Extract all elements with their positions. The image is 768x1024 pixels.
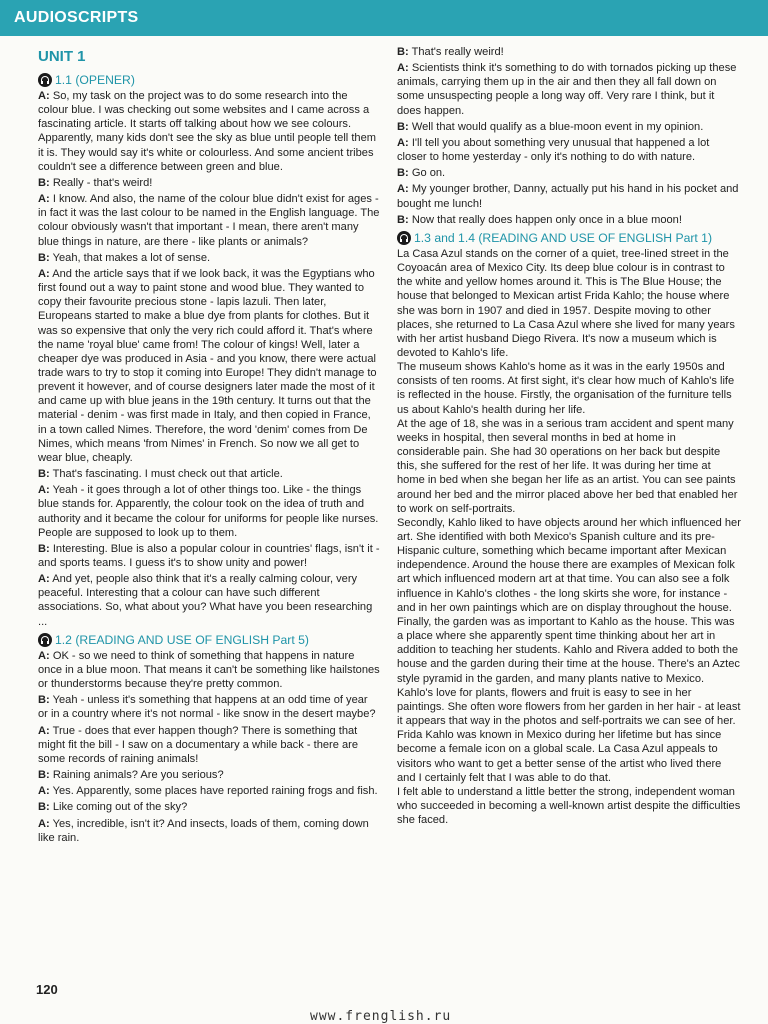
line-text: Interesting. Blue is also a popular colour in countries' flags, isn't it - and sports teams. I guess it's to show unity and power!	[38, 542, 380, 569]
line-text: Scientists think it's something to do with tornados picking up these animals, carrying them up in the air and then they all fall down on some unsuspecting people a long way off. Very rare I think, but it does happen.	[397, 62, 737, 117]
speaker-label: A:	[38, 267, 50, 280]
section-title: 1.1 (OPENER)	[55, 73, 135, 87]
paragraph: At the age of 18, she was in a serious tram accident and spent many weeks in hospital, then several months in bed at home in considerable pain. She had 30 operations on her back but despite this, she suffered for the rest of her life. It was during her time at home in bed when she began her life as an artist. You can see paints around her bed and the mirror placed above her bed that enabled her to work on self-portraits.	[397, 417, 738, 515]
dialogue-line	[397, 45, 741, 59]
speaker-label: A:	[397, 136, 409, 149]
speaker-label: B:	[397, 213, 409, 226]
dialogue-line	[38, 192, 380, 249]
dialogue-1-2-continued	[397, 45, 741, 227]
dialogue-line	[397, 61, 741, 118]
line-text: I know. And also, the name of the colour blue didn't exist for ages - in fact it was the last colour to be named in the English language. The colour obviously wasn't that important - I mean, there aren't many blue things in nature, are there - like plants or animals?	[38, 193, 380, 248]
speaker-label: B:	[38, 542, 50, 555]
left-column	[38, 44, 380, 847]
audio-icon	[38, 73, 52, 87]
audio-icon	[38, 633, 52, 647]
right-column	[397, 45, 741, 827]
line-text: Now that really does happen only once in a blue moon!	[411, 213, 682, 226]
dialogue-line	[38, 483, 380, 540]
dialogue-line	[397, 136, 741, 164]
dialogue-line	[397, 166, 741, 180]
section-title: 1.3 and 1.4 (READING AND USE OF ENGLISH Part 1)	[414, 230, 713, 245]
dialogue-line	[38, 649, 380, 691]
dialogue-line	[38, 89, 380, 174]
speaker-label: A:	[38, 724, 50, 737]
speaker-label: B:	[397, 46, 409, 58]
speaker-label: B:	[38, 468, 50, 481]
speaker-label: A:	[397, 62, 409, 75]
text-1-3	[397, 247, 741, 827]
paragraph: Secondly, Kahlo liked to have objects around her which influenced her art. She identified with both Mexico's Spanish culture and its pre-Hispanic culture, something which became important after Mexican independence. Around the house there are examples of Mexican folk art which influenced modern art at that time. You can also see a folk influence in Kahlo's clothes - the long skirts she wore, for instance - and in her own paintings which are on display throughout the house.	[397, 516, 741, 614]
dialogue-line	[38, 724, 380, 766]
speaker-label: A:	[38, 817, 50, 830]
line-text: So, my task on the project was to do some research into the colour blue. I was checking out some websites and I came across a fascinating article. It starts off talking about how we see colours. Apparently, many kids don't see the sky as blue until people tell them it is. They would say it's white or colourless. And some ancient tribes couldn't see a difference between green and blue.	[38, 90, 376, 173]
speaker-label: B:	[38, 801, 50, 814]
speaker-label: A:	[38, 649, 50, 662]
line-text: Yeah - it goes through a lot of other things too. Like - the things blue stands for. Apparently, the colour took on the idea of truth and authority and it became the colour for uniforms for people like nurses. People are supposed to look up to them.	[38, 484, 379, 539]
line-text: Raining animals? Are you serious?	[52, 769, 224, 782]
line-text: Yes, incredible, isn't it? And insects, loads of them, coming down like rain.	[38, 817, 369, 844]
speaker-label: A:	[38, 785, 50, 798]
line-text: Well that would qualify as a blue-moon event in my opinion.	[411, 120, 704, 133]
dialogue-line	[38, 467, 380, 481]
speaker-label: A:	[38, 193, 50, 206]
line-text: And the article says that if we look back, it was the Egyptians who first found out a way to paint stone and wood blue. They wanted to copy their favourite precious stone - lapis lazuli. Then later, Europeans started to make a blue dye from plants for clothes. But it was so expensive that only the very rich could afford it. That's where the name 'royal blue' came from! The colour of kings! Well, later a cheaper dye was produced in Asia - and you know, there were actual trade wars to try to stop it coming into Europe! They didn't manage to prevent it however, and of course designers later made the most of it and came up with blue jeans in the 19th century. It turns out that the material - denim - was first made in Italy, and then copied in France, in a town called Nimes. Therefore, the word 'denim' comes from De Nimes, which means 'from Nimes' in French. So now we all get to wear blue, cheaply.	[38, 267, 377, 464]
unit-title: UNIT 1	[38, 48, 86, 65]
paragraph: Frida Kahlo was known in Mexico during her lifetime but has since become a female icon on a global scale. La Casa Azul appeals to visitors who want to get a better sense of the artist who lived there and I certainly felt that I was able to do that.	[397, 729, 722, 784]
speaker-label: A:	[38, 573, 50, 586]
dialogue-line	[397, 182, 741, 210]
dialogue-line	[38, 176, 380, 190]
dialogue-line	[38, 693, 380, 721]
line-text: OK - so we need to think of something that happens in nature once in a blue moon. That means it can't be something like hailstones or thunderstorms because they're pretty common.	[38, 649, 380, 691]
line-text: Like coming out of the sky?	[52, 801, 188, 814]
speaker-label: A:	[38, 90, 50, 102]
dialogue-line	[397, 120, 741, 134]
speaker-label: B:	[38, 769, 50, 782]
section-heading-1-2	[38, 632, 380, 648]
speaker-label: A:	[397, 183, 409, 196]
dialogue-line	[397, 213, 741, 227]
dialogue-line	[38, 542, 380, 570]
line-text: My younger brother, Danny, actually put his hand in his pocket and bought me lunch!	[397, 183, 739, 210]
paragraph: The museum shows Kahlo's home as it was in the early 1950s and consists of ten rooms. At first sight, it's clear how much of Kahlo's life is reflected in the house. Firstly, the organisation of the furniture tells us about Kahlo's health during her life.	[397, 361, 735, 416]
line-text: That's fascinating. I must check out that article.	[52, 468, 283, 481]
dialogue-line	[38, 784, 380, 798]
line-text: True - does that ever happen though? There is something that might fit the bill - I saw on a documentary a while back - there are some records of raining animals!	[38, 724, 359, 765]
line-text: I'll tell you about something very unusual that happened a lot closer to home yesterday - only it's nothing to do with nature.	[397, 136, 710, 164]
audio-icon	[397, 231, 411, 245]
speaker-label: B:	[397, 167, 409, 180]
paragraph: La Casa Azul stands on the corner of a quiet, tree-lined street in the Coyoacán area of Mexico City. Its deep blue colour is in contrast to the white and yellow homes around it. This is The Blue House; the house that belonged to Mexican artist Frida Kahlo; the house where she was born in 1907 and died in 1957. Despite moving to other places, she returned to La Casa Azul where she lived for many years with her artist husband Diego Rivera. It's now a museum which is devoted to Kahlo's life.	[397, 247, 735, 359]
dialogue-line	[38, 251, 380, 265]
dialogue-1-2	[38, 649, 380, 845]
section-heading-1-3	[397, 230, 741, 246]
line-text: Yes. Apparently, some places have reported raining frogs and fish.	[52, 785, 378, 798]
line-text: Really - that's weird!	[52, 176, 153, 189]
section-title: 1.2 (READING AND USE OF ENGLISH Part 5)	[55, 632, 309, 647]
header-bar	[0, 0, 768, 36]
speaker-label: B:	[38, 176, 50, 189]
paragraph: Finally, the garden was as important to Kahlo as the house. This was a place where she apparently spent time thinking about her art in addition to teaching her students. Kahlo and Rivera added to both the house and the garden during their time at the house. There's an Aztec style pyramid in the garden, and many plants native to Mexico. Kahlo's love for plants, flowers and fruit is easy to see in her paintings. She often wore flowers from her garden in her hair - at least it appears that way in the photos and self-portraits we can see of her.	[397, 615, 741, 728]
footer-url: www.frenglish.ru	[310, 1009, 452, 1024]
page-header-title: AUDIOSCRIPTS	[14, 9, 139, 26]
line-text: Go on.	[411, 167, 446, 180]
line-text: That's really weird!	[411, 46, 504, 58]
paragraph: I felt able to understand a little better the strong, independent woman who succeeded in becoming a well-known artist despite the difficulties she faced.	[397, 785, 741, 827]
line-text: Yeah - unless it's something that happens at an odd time of year or in a country where it's not normal - like snow in the desert maybe?	[38, 694, 376, 721]
dialogue-line	[38, 267, 380, 465]
line-text: Yeah, that makes a lot of sense.	[52, 251, 211, 264]
dialogue-line	[38, 572, 380, 629]
speaker-label: B:	[38, 251, 50, 264]
speaker-label: A:	[38, 484, 50, 497]
dialogue-1-1	[38, 89, 380, 629]
speaker-label: B:	[397, 120, 409, 133]
dialogue-line	[38, 800, 380, 814]
dialogue-line	[38, 817, 380, 845]
section-heading-1-1	[38, 72, 380, 88]
line-text: And yet, people also think that it's a really calming colour, very peaceful. Interesting that a colour can have such different associations. So, what about you? What have you been researching ...	[38, 573, 373, 628]
dialogue-line	[38, 768, 380, 782]
speaker-label: B:	[38, 694, 50, 707]
page-number: 120	[36, 982, 58, 997]
